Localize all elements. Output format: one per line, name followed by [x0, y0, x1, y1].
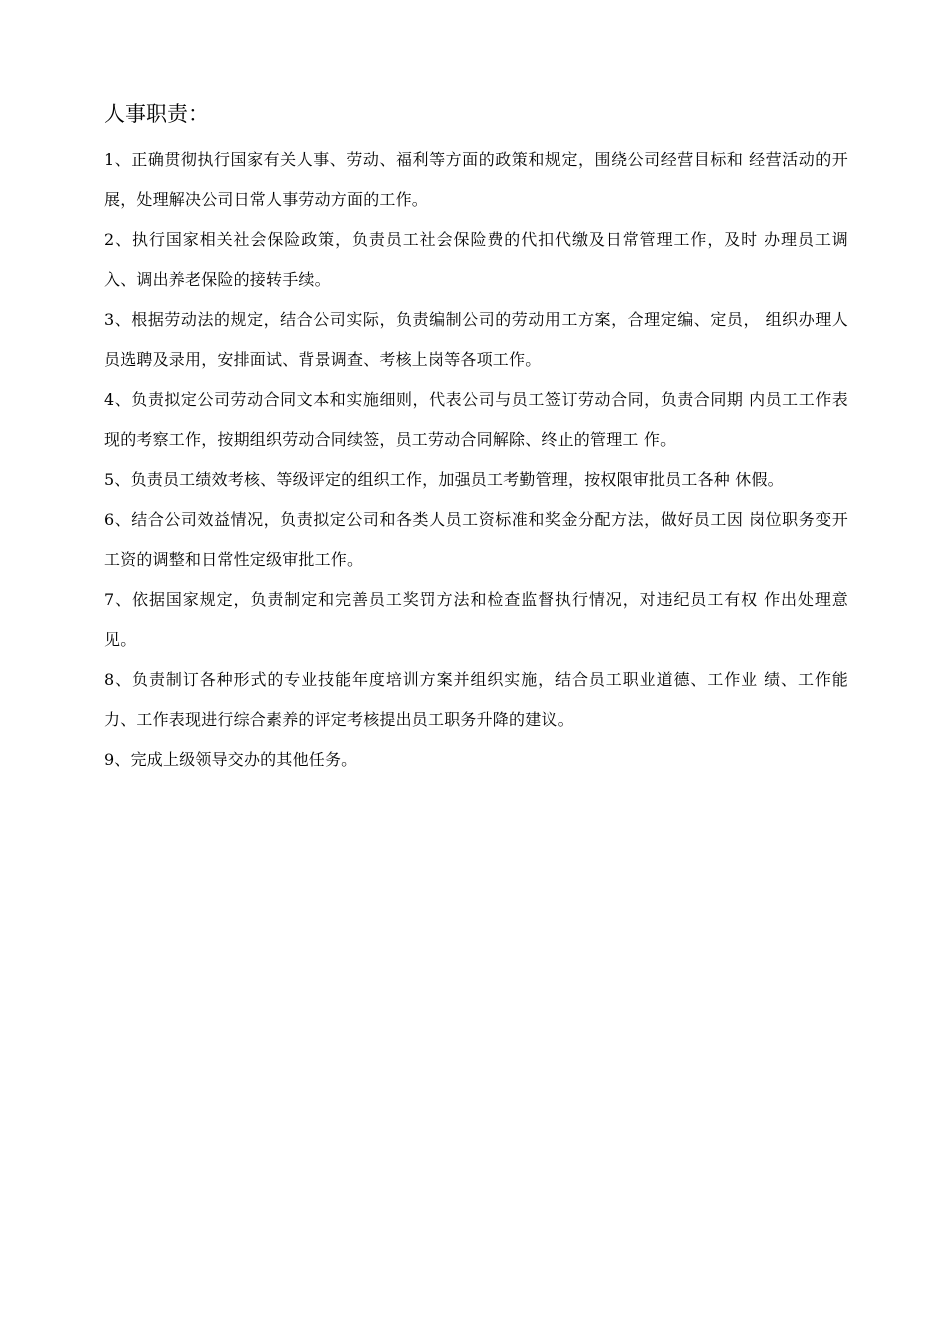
duty-list [104, 140, 848, 780]
duty-item-1: 1、正确贯彻执行国家有关人事、劳动、福利等方面的政策和规定，围绕公司经营目标和 经营活动的开展，处理解决公司日常人事劳动方面的工作。 [104, 150, 848, 209]
duty-item-7: 7、依据国家规定，负责制定和完善员工奖罚方法和检查监督执行情况，对违纪员工有权 作出处理意见。 [104, 590, 848, 649]
duty-item-6: 6、结合公司效益情况，负责拟定公司和各类人员工资标准和奖金分配方法，做好员工因 岗位职务变开工资的调整和日常性定级审批工作。 [104, 510, 848, 569]
duty-item-4: 4、负责拟定公司劳动合同文本和实施细则，代表公司与员工签订劳动合同，负责合同期 内员工工作表现的考察工作，按期组织劳动合同续签，员工劳动合同解除、终止的管理工 作。 [104, 390, 848, 449]
duty-item-5: 5、负责员工绩效考核、等级评定的组织工作，加强员工考勤管理，按权限审批员工各种 休假。 [104, 470, 784, 489]
duty-item-3: 3、根据劳动法的规定，结合公司实际，负责编制公司的劳动用工方案，合理定编、定员， 组织办理人员选聘及录用，安排面试、背景调查、考核上岗等各项工作。 [104, 310, 848, 369]
duty-item-2: 2、执行国家相关社会保险政策，负责员工社会保险费的代扣代缴及日常管理工作，及时 办理员工调入、调出养老保险的接转手续。 [104, 230, 848, 289]
document-page [104, 98, 848, 780]
duty-item-8: 8、负责制订各种形式的专业技能年度培训方案并组织实施，结合员工职业道德、工作业 绩、工作能力、工作表现进行综合素养的评定考核提出员工职务升降的建议。 [104, 670, 848, 729]
duty-item-9: 9、完成上级领导交办的其他任务。 [104, 750, 358, 769]
document-title: 人事职责： [104, 102, 209, 126]
